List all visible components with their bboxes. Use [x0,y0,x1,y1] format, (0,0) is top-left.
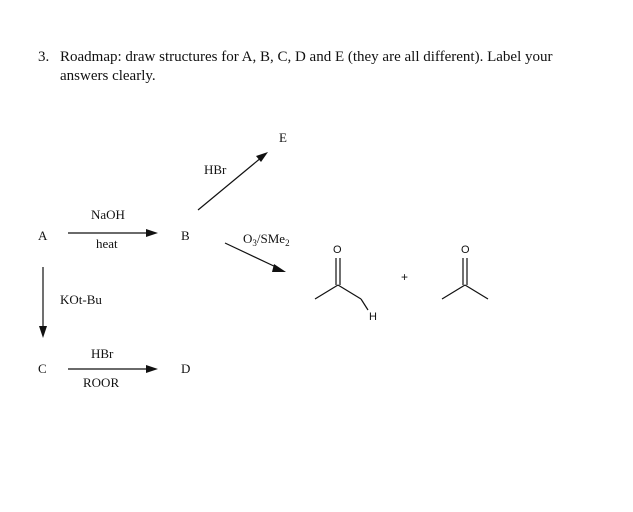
arrowhead-c-to-d [146,365,158,373]
arrow-b-to-products [225,243,278,268]
reagent-sme: /SMe [256,231,286,246]
compound-label-e: E [279,130,287,145]
arrowhead-a-to-b [146,229,158,237]
question-text-line-1: Roadmap: draw structures for A, B, C, D and E (they are all different). Label your [60,49,553,65]
question-text-line-2: answers clearly. [60,68,156,84]
oxygen-label-right: O [461,244,470,256]
arrowhead-b-to-products [272,264,286,272]
reagent-o-subscript: 3 [252,238,257,248]
hydrogen-label: H [369,311,377,323]
compound-label-d: D [181,361,191,376]
compound-label-b: B [181,228,190,243]
reagent-hbr-c-to-d: HBr [91,346,114,361]
reagent-heat: heat [96,236,118,251]
compound-label-a: A [38,228,48,243]
reagent-sme-subscript: 2 [285,238,290,248]
oxygen-label-left: O [333,244,342,256]
arrowhead-a-to-c [39,326,47,338]
plus-sign: + [401,270,409,284]
reagent-hbr-b-to-e: HBr [204,162,227,177]
product-aldehyde [315,258,368,310]
reagent-naoh: NaOH [91,207,125,222]
reagent-kot-bu: KOt-Bu [60,292,102,307]
product-ketone [442,258,488,299]
question-number: 3. [38,49,50,65]
compound-label-c: C [38,361,47,376]
reagent-roor: ROOR [83,375,120,390]
reagent-o: O [243,231,253,246]
arrow-b-to-e [198,157,262,210]
